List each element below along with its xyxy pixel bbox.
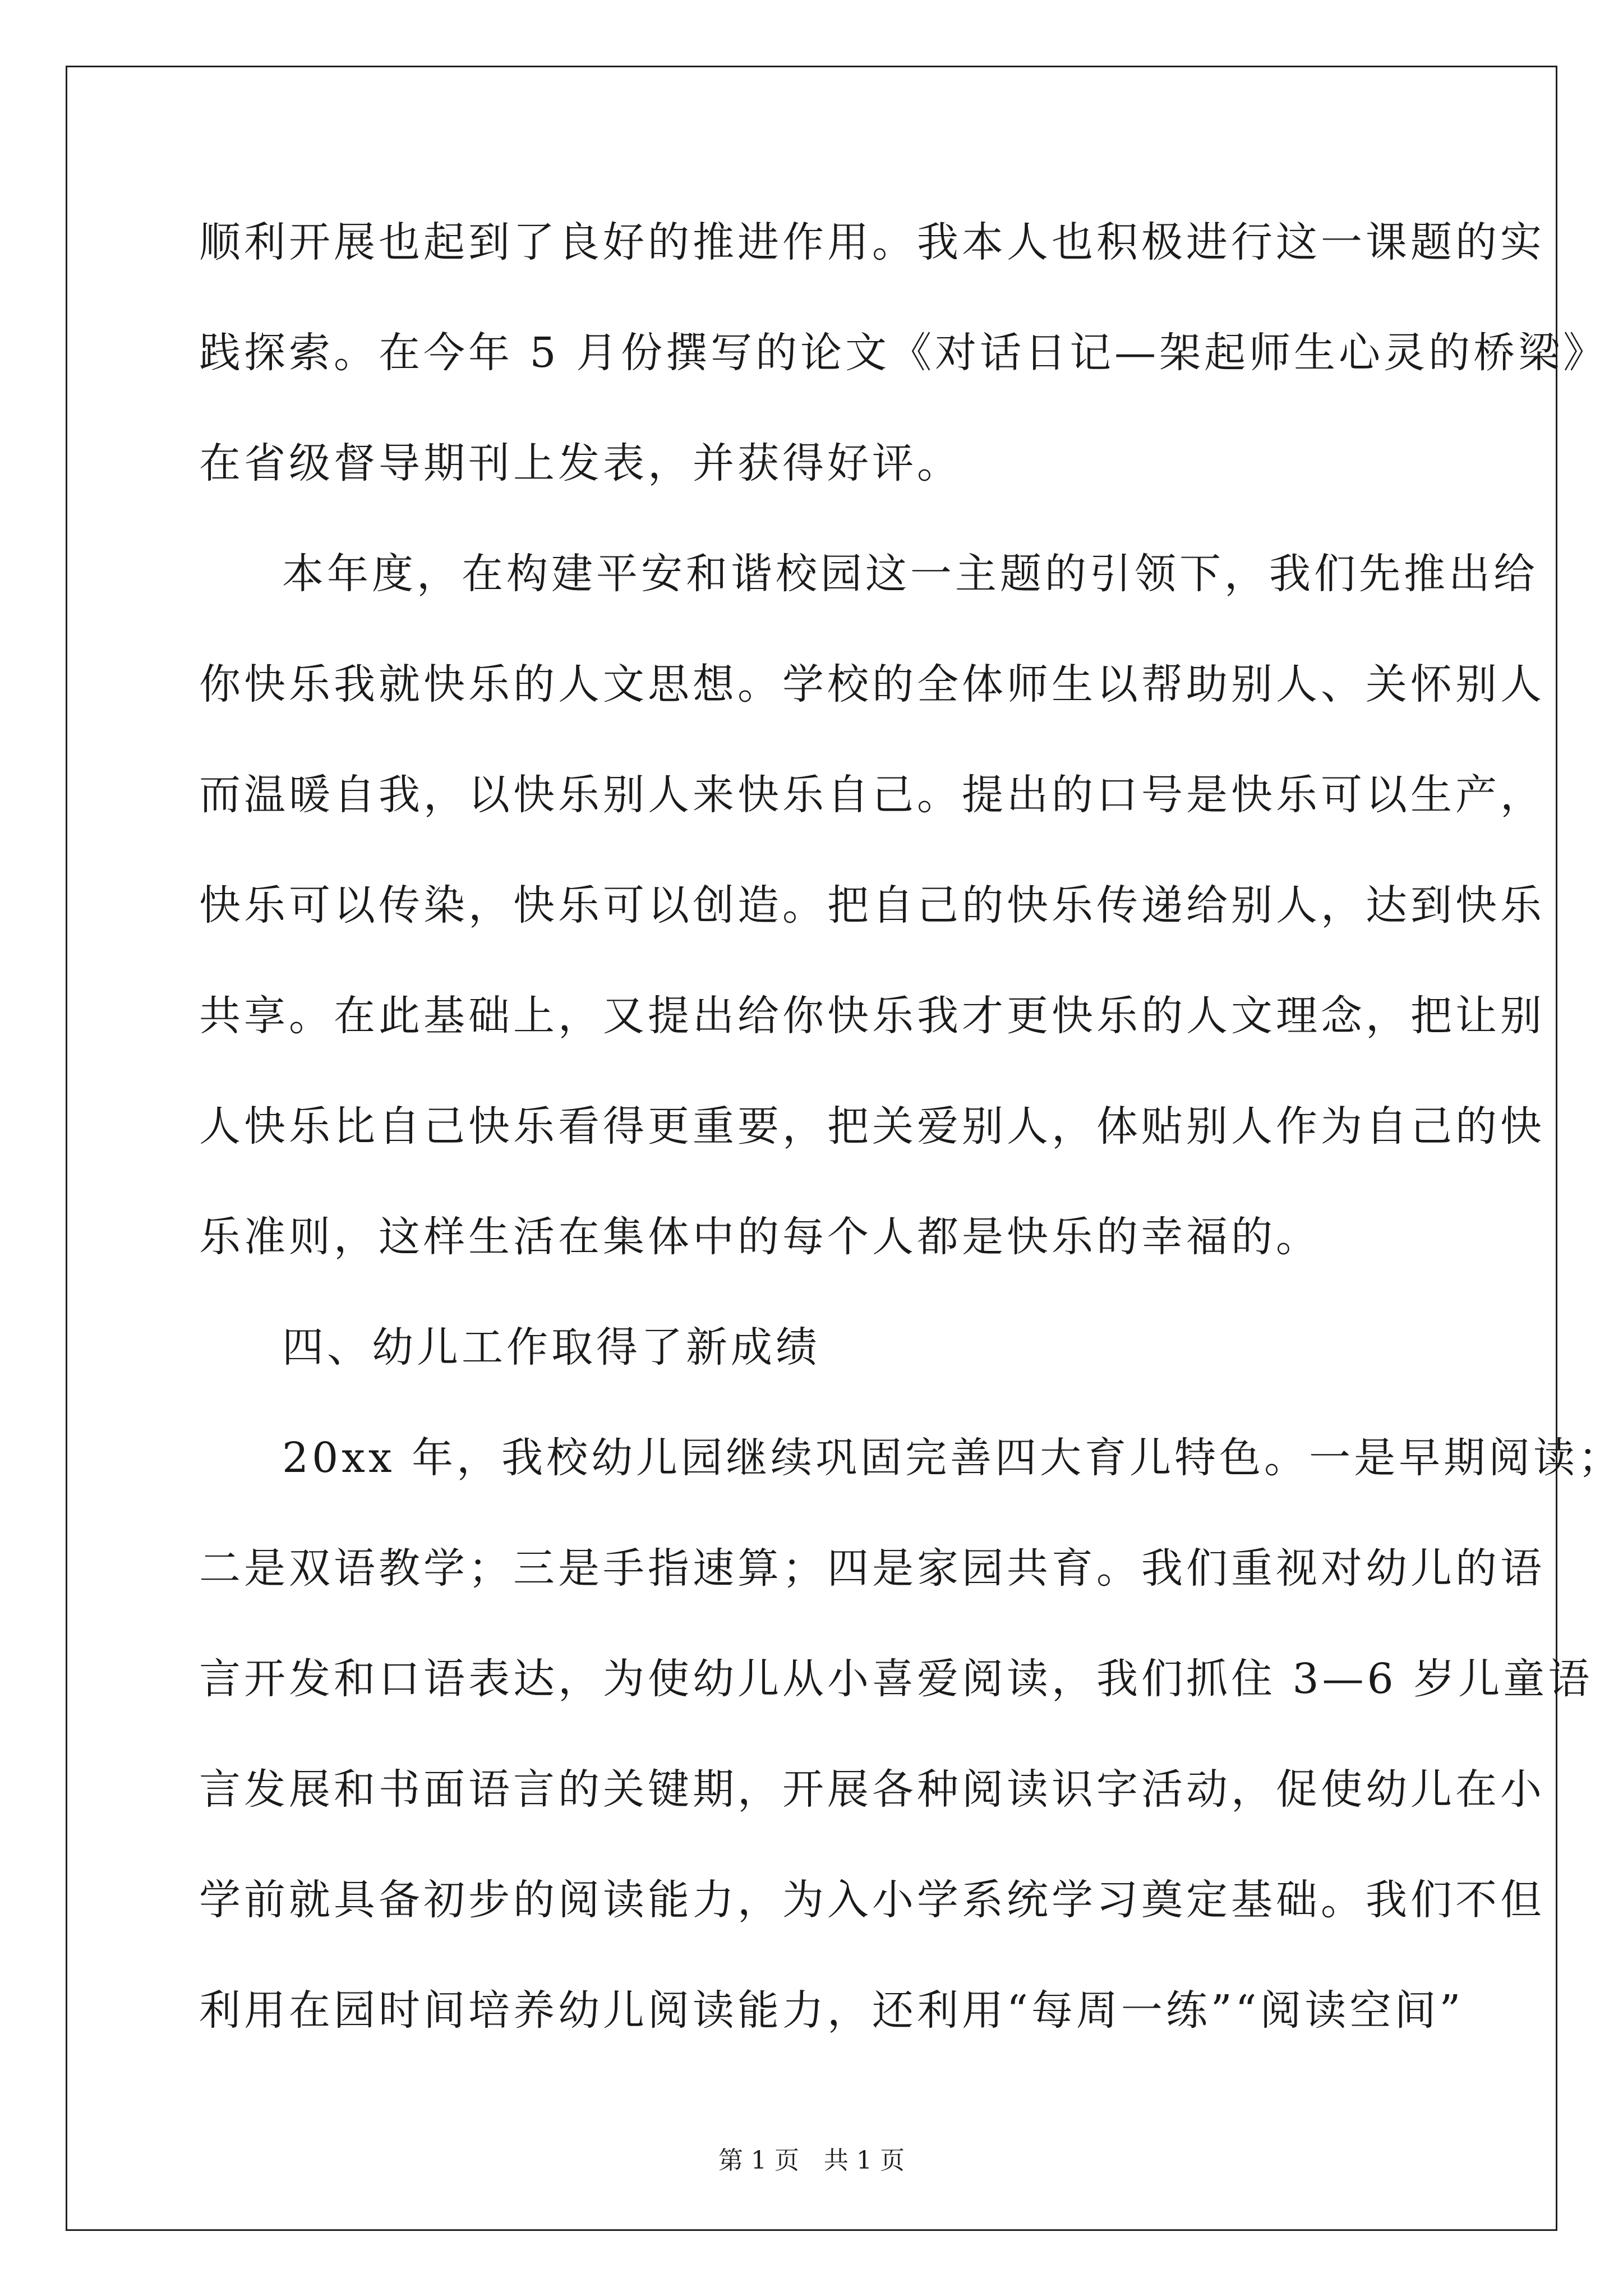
paragraph-start-line: 本年度，在构建平安和谐校园这一主题的引领下，我们先推出给 <box>282 550 1538 598</box>
text-line: 言发展和书面语言的关键期，开展各种阅读识字活动，促使幼儿在小 <box>199 1765 1545 1814</box>
page-number-footer: 第 1 页 共 1 页 <box>718 2146 905 2175</box>
text-line: 言开发和口语表达，为使幼儿从小喜爱阅读，我们抓住 3—6 岁儿童语 <box>199 1655 1593 1703</box>
text-line: 你快乐我就快乐的人文思想。学校的全体师生以帮助别人、关怀别人 <box>199 660 1545 708</box>
text-line: 在省级督导期刊上发表，并获得好评。 <box>199 439 962 487</box>
text-line: 人快乐比自己快乐看得更重要，把关爱别人，体贴别人作为自己的快 <box>199 1102 1545 1151</box>
text-line: 快乐可以传染，快乐可以创造。把自己的快乐传递给别人，达到快乐 <box>199 881 1545 930</box>
text-line: 共享。在此基础上，又提出给你快乐我才更快乐的人文理念，把让别 <box>199 992 1545 1040</box>
text-line: 践探索。在今年 5 月份撰写的论文《对话日记—架起师生心灵的桥梁》 <box>199 329 1608 377</box>
text-line: 而温暖自我，以快乐别人来快乐自己。提出的口号是快乐可以生产， <box>199 771 1545 819</box>
paragraph-start-line: 20xx 年，我校幼儿园继续巩固完善四大育儿特色。一是早期阅读； <box>282 1434 1623 1482</box>
text-line: 学前就具备初步的阅读能力，为入小学系统学习奠定基础。我们不但 <box>199 1876 1545 1924</box>
section-heading: 四、幼儿工作取得了新成绩 <box>282 1323 820 1372</box>
text-line: 二是双语教学；三是手指速算；四是家园共育。我们重视对幼儿的语 <box>199 1544 1545 1593</box>
text-line: 顺利开展也起到了良好的推进作用。我本人也积极进行这一课题的实 <box>199 218 1545 266</box>
text-line: 利用在园时间培养幼儿阅读能力，还利用“每周一练”“阅读空间” <box>199 1986 1464 2035</box>
text-line: 乐准则，这样生活在集体中的每个人都是快乐的幸福的。 <box>199 1213 1321 1261</box>
